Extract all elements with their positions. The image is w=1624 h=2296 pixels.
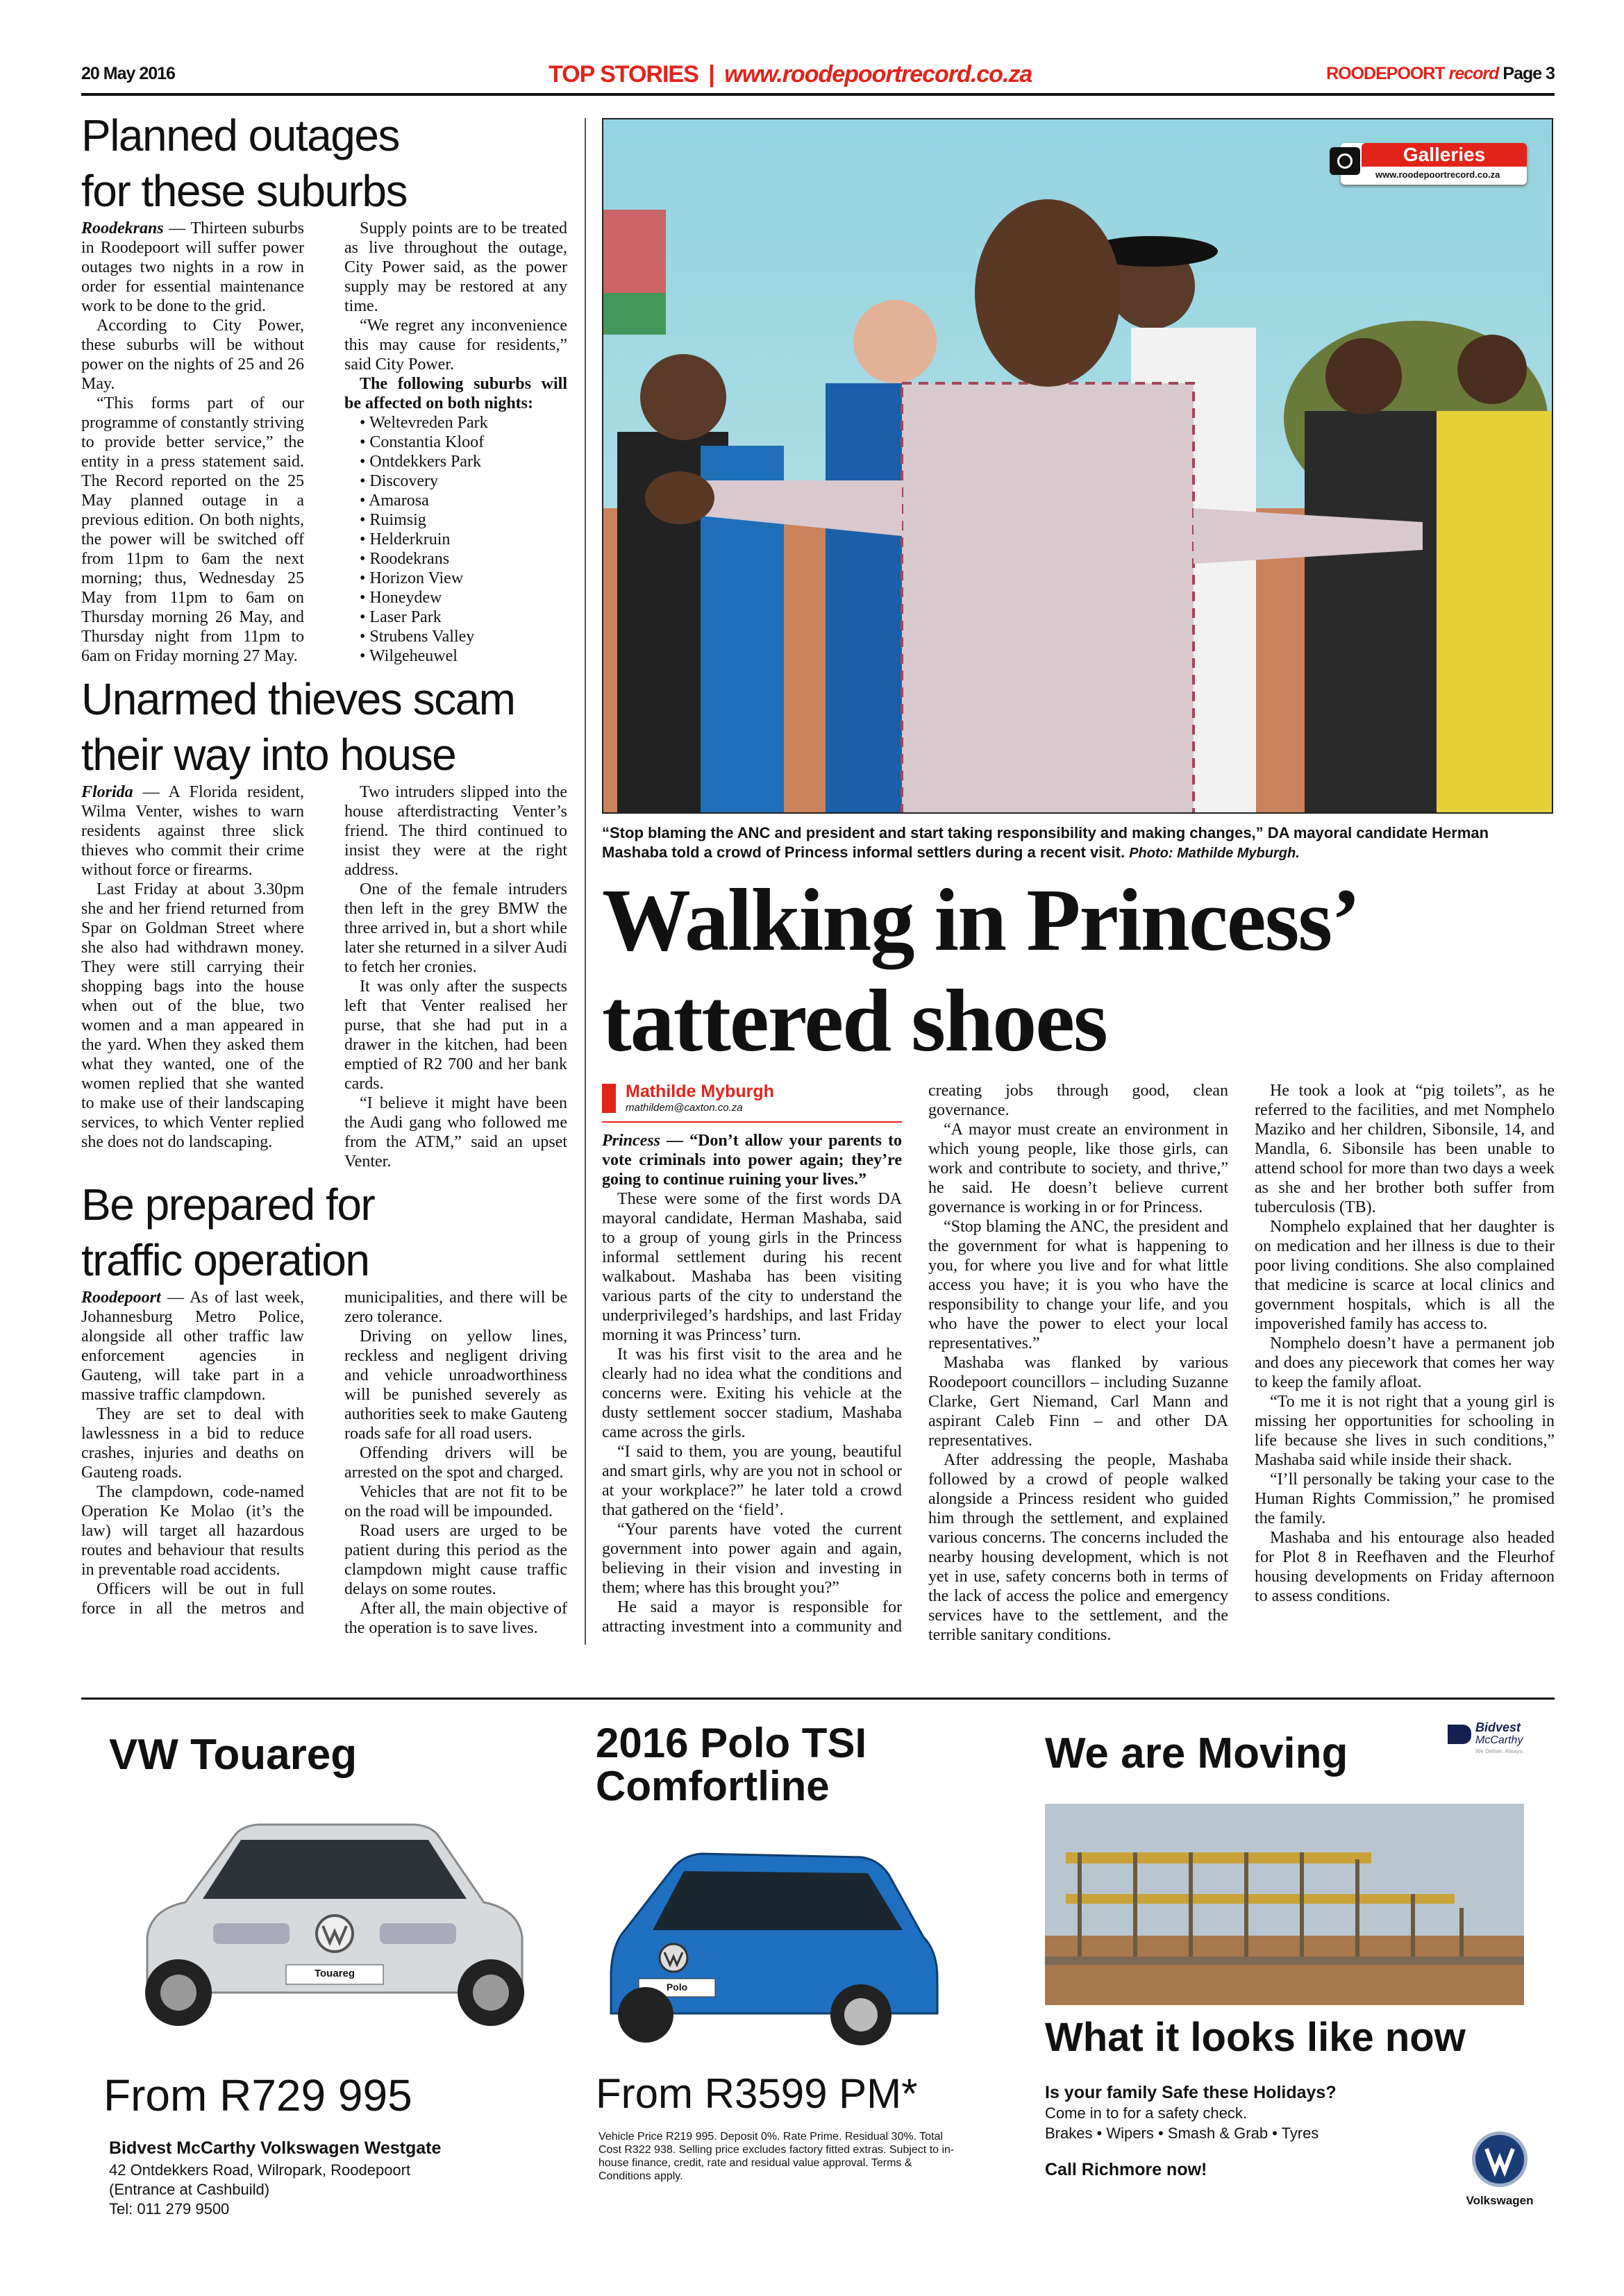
page-number: Page 3: [1502, 64, 1555, 83]
ad-vw-polo[interactable]: [590, 1715, 1021, 2263]
paragraph: According to City Power, these suburbs will be without power on the nights of 25 and 26 May.: [81, 317, 304, 393]
ad-copy: [1045, 2083, 1448, 2180]
byline: [602, 1081, 902, 1123]
masthead-brand: [1326, 64, 1555, 84]
headline-line: their way into house: [81, 730, 456, 780]
paragraph: These were some of the first words DA mayoral candidate, Herman Mashaba, said to a group of young girls in the Princess informal settlement during his recent walkabout. Mashaba has been visiting various parts of the city to understand the underprivileged’s hardships, and last Friday morning it was Princess’ turn.: [602, 1190, 902, 1344]
headline-line: Planned outages: [81, 110, 399, 160]
dealer-address: 42 Ontdekkers Road, Wilropark, Roodepoort: [109, 2161, 411, 2179]
dateline: Florida: [81, 783, 133, 801]
headline-line: traffic operation: [81, 1235, 369, 1285]
ad-price: From R3599 PM*: [596, 2070, 918, 2117]
logo-line: McCarthy: [1475, 1734, 1523, 1746]
ad-line: Come in to for a safety check.: [1045, 2104, 1248, 2122]
ad-title-line: Comfortline: [596, 1763, 830, 1809]
paragraph: “A mayor must create an environment in which young people, like those girls, can work and contribute to society, and thrive,” he said. He doesn’t believe current governance is working in or for Princess.: [928, 1121, 1228, 1216]
dateline: Princess: [602, 1132, 660, 1150]
vw-logo-icon: [1472, 2131, 1527, 2187]
paragraph: Officers will be out in full force in all the metros and municipalities, and there will be zero tolerance.: [81, 1289, 567, 1618]
paragraph: Vehicles that are not fit to be on the road will be impounded.: [344, 1483, 567, 1520]
ad-cta[interactable]: Call Richmore now!: [1045, 2160, 1207, 2179]
caption-text: “Stop blaming the ANC and president and start taking responsibility and making changes,” DA mayoral candidate Herman Mashaba told a crowd of Princess informal settlers during a recent visit.: [602, 824, 1489, 861]
logo-line: Bidvest: [1475, 1720, 1521, 1734]
section-banner: [549, 61, 1032, 88]
lead-photo[interactable]: [602, 118, 1553, 814]
dealer-phone[interactable]: Tel: 011 279 9500: [109, 2200, 230, 2218]
paragraph: [81, 1288, 304, 1405]
author-name: Mathilde Myburgh: [626, 1082, 774, 1101]
galleries-badge[interactable]: [1341, 143, 1527, 185]
website-link[interactable]: www.roodepoortrecord.co.za: [724, 61, 1032, 87]
bidvest-logo: [1448, 1720, 1545, 1762]
vw-label: Volkswagen: [1466, 2194, 1534, 2207]
list-item: • Ruimsig: [360, 510, 567, 530]
paragraph: Road users are urged to be patient during this period as the clampdown might cause traffic delays on some routes.: [344, 1522, 567, 1598]
paragraph: [81, 219, 304, 316]
ad-vw-touareg[interactable]: [81, 1715, 567, 2263]
paragraph: They are set to deal with lawlessness in a bid to reduce crashes, injuries and deaths on Gauteng roads.: [81, 1405, 304, 1482]
paragraph: Nomphelo explained that her daughter is on medication and her illness is due to their poor living conditions. She also complained that medicine is scarce at local clinics and government hospitals, which is all the impoverished family has access to.: [1255, 1218, 1555, 1333]
lead-quote: — “Don’t allow your parents to vote criminals into power again; they’re going to continue ruining your lives.”: [602, 1132, 902, 1189]
photo-credit: Photo: Mathilde Myburgh.: [1129, 846, 1300, 861]
suburb-list: [344, 413, 567, 666]
paragraph: “Stop blaming the ANC, the president and the government for what is happening to you, for where you live and for what little access you have; it is you who have the responsibility to change your life, and you who have the power to elect your local representatives.”: [928, 1218, 1228, 1352]
brand-main: ROODEPOORT: [1326, 64, 1445, 83]
paragraph: “I said to them, you are young, beautiful and smart girls, why are you not in school or at your workplace?” he later told a crowd that gathered on the ‘field’.: [602, 1443, 902, 1519]
headline-line: for these suburbs: [81, 166, 407, 216]
paragraph: After addressing the people, Mashaba followed by a crowd of people walked alongside a Princess resident who guided him through the settlement, and explained various concerns. The concerns included the nearby housing development, which is not yet in use, safety concerns both in terms of the lack of access the police and emergency services have to the settlement, and the terrible sanitary conditions.: [928, 1451, 1228, 1644]
list-item: • Roodekrans: [360, 549, 567, 569]
headline-line: tattered shoes: [602, 971, 1107, 1070]
lead-paragraph: [602, 1131, 902, 1189]
byline-marker: [602, 1084, 616, 1113]
paragraph: “To me it is not right that a young girl is missing her opportunities for schooling in life because she lives in such conditions,” Mashaba said while inside their shack.: [1255, 1393, 1555, 1469]
ad-title-line: 2016 Polo TSI: [596, 1720, 867, 1766]
paragraph: He said a mayor is responsible for attracting investment into a community and creating jobs through good, clean governance.: [602, 1082, 1228, 1636]
dateline: Roodekrans: [81, 219, 164, 237]
issue-date: 20 May 2016: [81, 64, 175, 83]
right-column: [602, 108, 1555, 1645]
paragraph: Mashaba was flanked by various Roodepoort councillors – including Suzanne Clarke, Gert Niemand, Carl Mann and aspirant Caleb Finn – and other DA representatives.: [928, 1354, 1228, 1450]
paragraph: One of the female intruders then left in the grey BMW the three arrived in, but a short while later she returned in a silver Audi to fetch her cronies.: [344, 880, 567, 976]
polo-car-image: [597, 1833, 944, 2048]
number-plate: Touareg: [314, 1968, 355, 1979]
dateline: Roodepoort: [81, 1289, 161, 1307]
dealer-address-note: (Entrance at Cashbuild): [109, 2181, 270, 2198]
paragraph: [81, 782, 304, 880]
list-item: • Constantia Kloof: [360, 433, 567, 452]
paragraph-text: — A Florida resident, Wilma Venter, wishes to warn residents against three slick thieves who commit their crime without force or firearms.: [81, 783, 304, 879]
touareg-car-image: [137, 1798, 533, 2027]
list-item: • Ontdekkers Park: [360, 452, 567, 471]
dealer-info: [109, 2138, 441, 2219]
article-headline: [81, 1177, 567, 1288]
headline-line: Be prepared for: [81, 1180, 375, 1230]
dealer-name: Bidvest McCarthy Volkswagen Westgate: [109, 2138, 442, 2158]
list-item: • Horizon View: [360, 569, 567, 588]
paragraph: After all, the main objective of the operation is to save lives.: [344, 1600, 567, 1637]
paragraph: Nomphelo doesn’t have a permanent job and does any piecework that comes her way to keep the family afloat.: [1255, 1334, 1555, 1391]
camera-icon: [1330, 147, 1360, 175]
galleries-label: Galleries: [1362, 143, 1527, 167]
main-article-body: [602, 1081, 1555, 1645]
ad-question: Is your family Safe these Holidays?: [1045, 2083, 1337, 2102]
logo-tagline: We Deliver. Always.: [1475, 1748, 1525, 1754]
ad-price: From R729 995: [103, 2070, 412, 2120]
article-body: [81, 1288, 567, 1638]
list-item: • Helderkruin: [360, 530, 567, 549]
list-item: • Honeydew: [360, 588, 567, 607]
separator: |: [708, 61, 714, 87]
fine-print: Vehicle Price R219 995. Deposit 0%. Rate Prime. Residual 30%. Total Cost R322 938. Selling price excludes factory fitted extras. Subject to in-house finance, credit, rate and residual value approval. Terms & Conditions apply.: [598, 2131, 955, 2182]
section-label: TOP STORIES: [549, 61, 698, 87]
ad-divider: [81, 1698, 1555, 1700]
paragraph: He took a look at “pig toilets”, as he referred to the facilities, and met Nomphelo Maziko and her children, Sibonsile, 14, and Mandla, 6. Sibonsile has been unable to attend school for more than two days a week as she and her brother both suffer from tuberculosis (TB).: [1255, 1082, 1555, 1216]
list-item: • Strubens Valley: [360, 627, 567, 646]
construction-site-photo: [1045, 1804, 1524, 2005]
main-headline: [602, 870, 1555, 1071]
number-plate: Polo: [666, 1981, 688, 1993]
bidvest-b-icon: [1448, 1725, 1471, 1744]
article-headline: [81, 671, 567, 782]
list-item: • Amarosa: [360, 491, 567, 510]
paragraph: It was his first visit to the area and he clearly had no idea what the conditions and concerns were. Exiting his vehicle at the dusty settlement soccer stadium, Mashaba came across the girls.: [602, 1346, 902, 1441]
crowd-photo-illustration: [603, 119, 1553, 814]
list-item: • Wilgeheuwel: [360, 646, 567, 666]
paragraph: Mashaba and his entourage also headed for Plot 8 in Reefhaven and the Fleurhof housing developments on Friday afternoon to assess conditions.: [1255, 1529, 1555, 1605]
header-rule: [81, 93, 1555, 96]
galleries-url[interactable]: www.roodepoortrecord.co.za: [1375, 169, 1500, 180]
paragraph: It was only after the suspects left that Venter realised her purse, that she had put in a drawer in the kitchen, had been emptied of R2 700 and her bank cards.: [344, 978, 567, 1093]
paragraph-text: — As of last week, Johannesburg Metro Police, alongside all other traffic law enforcement agencies in Gauteng, will take part in a massive traffic clampdown.: [81, 1289, 304, 1404]
list-item: • Laser Park: [360, 607, 567, 627]
paragraph: “I believe it might have been the Audi gang who followed me from the ATM,” said an upset Venter.: [344, 1094, 567, 1171]
ad-title: We are Moving: [1045, 1729, 1348, 1777]
headline-line: Unarmed thieves scam: [81, 674, 515, 724]
column-divider: [585, 118, 586, 1645]
ad-services: Brakes • Wipers • Smash & Grab • Tyres: [1045, 2125, 1319, 2142]
ad-bidvest-moving[interactable]: [1041, 1715, 1555, 2263]
article-body: [81, 219, 567, 666]
photo-caption: [602, 823, 1553, 863]
paragraph: “Your parents have voted the current government into power again and again, believing in their vision and investing in them; where has this brought you?”: [602, 1520, 902, 1597]
paragraph: “This forms part of our programme of constantly striving to provide better service,” the entity in a press statement said. The Record reported on the 25 May planned outage in a previous edition. On both nights, the power will be switched off from 11pm to 6am the next morning; thus, Wednesday 25 May from 11pm to 6am on Thursday morning 26 May, and Thursday night from 11pm to 6am on Friday morning 27 May.: [81, 394, 304, 665]
paragraph: Last Friday at about 3.30pm she and her friend returned from Spar on Goldman Street where she also had withdrawn money. They were still carrying their shopping bags into the house when out of the blue, two women and a man appeared in the yard. When they asked them what they wanted, one of the women replied that she wanted to make use of their landscaping services, to which Venter replied she does not do landscaping.: [81, 880, 304, 1151]
ad-subtitle: What it looks like now: [1045, 2015, 1466, 2060]
headline-line: Walking in Princess’: [602, 871, 1359, 969]
paragraph: Offending drivers will be arrested on the spot and charged.: [344, 1444, 567, 1482]
ad-title: [596, 1722, 867, 1808]
paragraph: The clampdown, code-named Operation Ke Molao (it’s the law) will target all hazardous routes and behaviour that results in preventable road accidents.: [81, 1483, 304, 1579]
author-email[interactable]: mathildem@caxton.co.za: [626, 1102, 743, 1114]
ad-title: VW Touareg: [109, 1731, 358, 1779]
news-area: [81, 108, 1555, 1645]
paragraph: “We regret any inconvenience this may cause for residents,” said City Power.: [344, 317, 567, 374]
list-item: • Weltevreden Park: [360, 413, 567, 433]
article-headline: [81, 108, 567, 219]
paragraph: “I’ll personally be taking your case to the Human Rights Commission,” he promised the family.: [1255, 1470, 1555, 1527]
left-column: [81, 108, 567, 1638]
list-item: • Discovery: [360, 471, 567, 491]
paragraph-text: — Thirteen suburbs in Roodepoort will suffer power outages two nights in a row in order for essential maintenance work to be done to the grid.: [81, 219, 304, 315]
list-heading: The following suburbs will be affected on both nights:: [344, 375, 567, 412]
paragraph: Driving on yellow lines, reckless and negligent driving and vehicle unroadworthiness will be punished severely as authorities seek to make Gauteng roads safe for all road users.: [344, 1327, 567, 1443]
paragraph: Two intruders slipped into the house afterdistracting Venter’s friend. The third continued to insist they were at the right address.: [344, 783, 567, 879]
paragraph: Supply points are to be treated as live throughout the outage, City Power said, as the power supply may be restored at any time.: [344, 219, 567, 315]
brand-italic: record: [1448, 64, 1499, 83]
article-body: [81, 782, 567, 1171]
